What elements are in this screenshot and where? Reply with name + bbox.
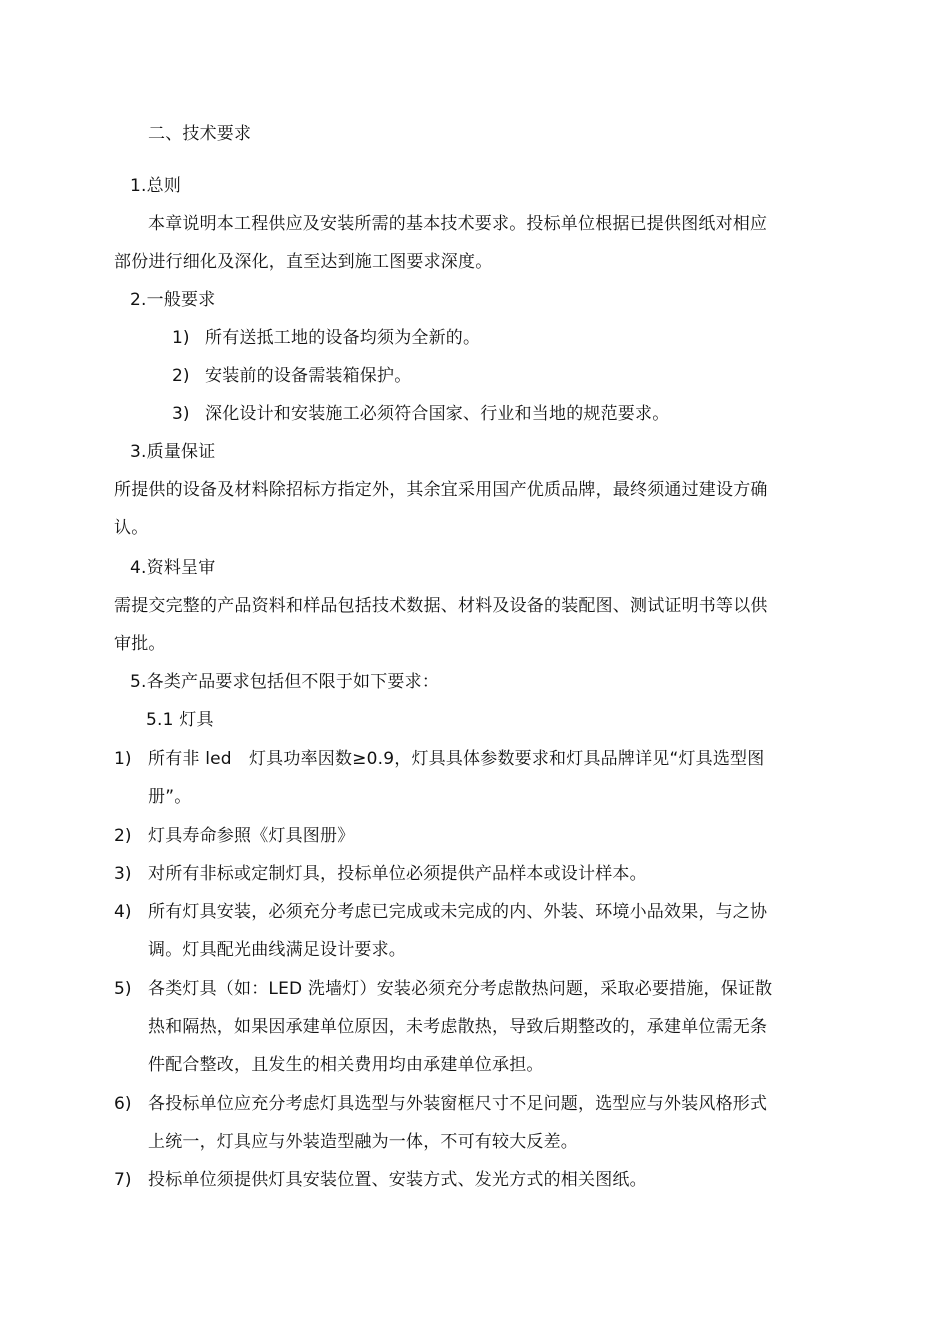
list-item-line: 各投标单位应充分考虑灯具选型与外装窗框尺寸不足问题，选型应与外装风格形式 xyxy=(148,1094,768,1114)
list-number: 6) xyxy=(114,1094,132,1114)
heading-general-requirements: 2.一般要求 xyxy=(130,290,216,310)
list-item-line: 投标单位须提供灯具安装位置、安装方式、发光方式的相关图纸。 xyxy=(148,1170,647,1190)
section-title: 二、技术要求 xyxy=(148,124,252,144)
paragraph-line: 部份进行细化及深化，直至达到施工图要求深度。 xyxy=(114,252,493,272)
list-item-line: 热和隔热，如果因承建单位原因，未考虑散热，导致后期整改的，承建单位需无条 xyxy=(148,1017,768,1037)
list-item-line: 件配合整改，且发生的相关费用均由承建单位承担。 xyxy=(148,1055,544,1075)
list-item-line: 所有非 led 灯具功率因数≥0.9，灯具具体参数要求和灯具品牌详见“灯具选型图 xyxy=(148,749,765,769)
list-item: 安装前的设备需装箱保护。 xyxy=(205,366,412,386)
heading-product-requirements: 5.各类产品要求包括但不限于如下要求： xyxy=(130,672,440,692)
list-number: 4) xyxy=(114,902,132,922)
list-number: 1) xyxy=(172,328,190,348)
list-number: 1) xyxy=(114,749,132,769)
paragraph-line: 需提交完整的产品资料和样品包括技术数据、材料及设备的装配图、测试证明书等以供 xyxy=(114,596,768,616)
heading-quality: 3.质量保证 xyxy=(130,442,216,462)
paragraph-line: 所提供的设备及材料除招标方指定外，其余宜采用国产优质品牌，最终须通过建设方确 xyxy=(114,480,768,500)
list-number: 3) xyxy=(114,864,132,884)
list-item-line: 上统一，灯具应与外装造型融为一体，不可有较大反差。 xyxy=(148,1132,578,1152)
heading-submittals: 4.资料呈审 xyxy=(130,558,216,578)
list-item-line: 所有灯具安装，必须充分考虑已完成或未完成的内、外装、环境小品效果，与之协 xyxy=(148,902,768,922)
paragraph-line: 认。 xyxy=(114,518,149,538)
list-number: 2) xyxy=(114,826,132,846)
list-number: 3) xyxy=(172,404,190,424)
list-number: 5) xyxy=(114,979,132,999)
list-item: 所有送抵工地的设备均须为全新的。 xyxy=(205,328,481,348)
list-item-line: 册”。 xyxy=(148,787,192,807)
heading-lamps: 5.1 灯具 xyxy=(146,710,214,730)
list-number: 7) xyxy=(114,1170,132,1190)
list-item-line: 调。灯具配光曲线满足设计要求。 xyxy=(148,940,406,960)
list-item: 深化设计和安装施工必须符合国家、行业和当地的规范要求。 xyxy=(205,404,670,424)
heading-general: 1.总则 xyxy=(130,176,182,196)
list-item-line: 灯具寿命参照《灯具图册》 xyxy=(148,826,355,846)
paragraph-line: 本章说明本工程供应及安装所需的基本技术要求。投标单位根据已提供图纸对相应 xyxy=(148,214,768,234)
list-item-line: 各类灯具（如：LED 洗墙灯）安装必须充分考虑散热问题，采取必要措施，保证散 xyxy=(148,979,773,999)
list-number: 2) xyxy=(172,366,190,386)
list-item-line: 对所有非标或定制灯具，投标单位必须提供产品样本或设计样本。 xyxy=(148,864,647,884)
paragraph-line: 审批。 xyxy=(114,634,166,654)
